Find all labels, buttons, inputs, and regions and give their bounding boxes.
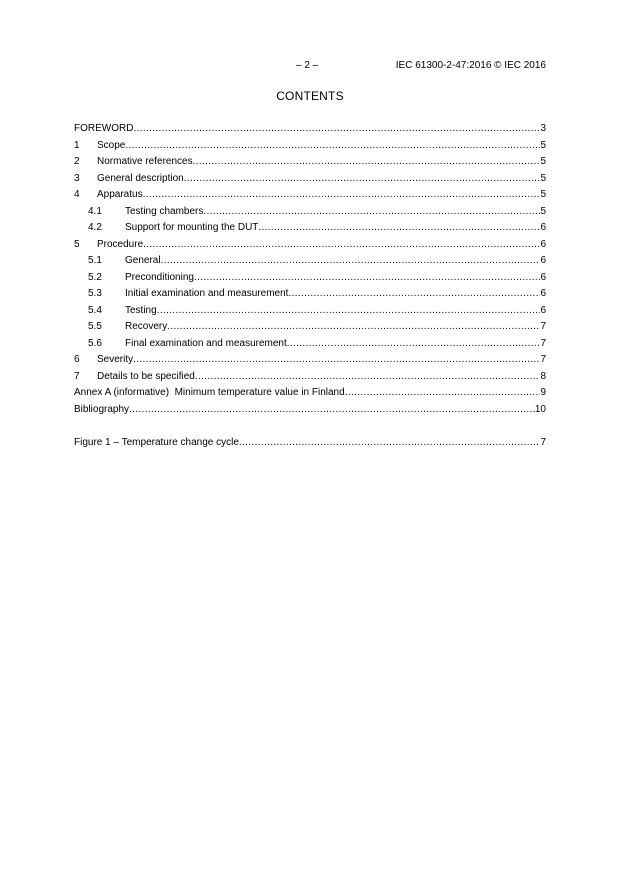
toc-entry-details-to-be-specified[interactable] xyxy=(74,369,546,386)
toc-entry-annex-a[interactable] xyxy=(74,385,546,402)
table-of-contents xyxy=(74,121,546,452)
toc-entry-title: Scope xyxy=(97,139,126,151)
dot-leader xyxy=(143,187,541,204)
dot-leader xyxy=(133,352,540,369)
figure-entry-figure-1[interactable] xyxy=(74,435,546,452)
dot-leader xyxy=(288,286,540,303)
toc-entry-title: Preconditioning xyxy=(125,271,194,283)
dot-leader xyxy=(133,121,540,138)
toc-entry-title: Details to be specified xyxy=(97,370,195,382)
section-gap xyxy=(74,418,546,435)
dot-leader xyxy=(129,402,535,419)
dot-leader xyxy=(184,171,541,188)
toc-entry-page: 5 xyxy=(540,156,546,167)
toc-entry-page: 6 xyxy=(540,222,546,233)
toc-entry-initial-examination[interactable] xyxy=(74,286,546,303)
toc-entry-number: 5 xyxy=(74,238,80,250)
dot-leader xyxy=(239,435,541,452)
toc-entry-number: 5.2 xyxy=(88,271,102,283)
toc-entry-general-description[interactable] xyxy=(74,171,546,188)
toc-entry-page: 3 xyxy=(540,123,546,134)
page-header xyxy=(0,60,620,74)
toc-entry-title: General xyxy=(125,255,161,266)
toc-entry-title: Bibliography xyxy=(74,403,130,415)
toc-entry-number: 4.1 xyxy=(88,205,102,217)
toc-entry-title: Testing xyxy=(125,304,157,316)
toc-entry-title: Support for mounting the DUT xyxy=(125,222,259,233)
toc-entry-page: 8 xyxy=(540,370,546,382)
toc-entry-apparatus[interactable] xyxy=(74,187,546,204)
dot-leader xyxy=(143,237,540,254)
dot-leader xyxy=(157,303,541,320)
dot-leader xyxy=(203,204,540,221)
toc-entry-title: Procedure xyxy=(97,238,144,250)
toc-entry-title: Severity xyxy=(97,354,134,365)
toc-entry-number: 5.3 xyxy=(88,288,102,299)
toc-entry-title: Recovery xyxy=(125,321,168,332)
toc-entry-page: 6 xyxy=(540,304,546,316)
toc-entry-preconditioning[interactable] xyxy=(74,270,546,287)
toc-entry-title: Normative references xyxy=(97,156,193,167)
toc-entry-page: 5 xyxy=(540,205,546,217)
toc-entry-page: 6 xyxy=(540,255,546,266)
toc-entry-page: 10 xyxy=(534,403,546,415)
dot-leader xyxy=(161,253,541,270)
toc-entry-number: 2 xyxy=(74,156,80,167)
toc-entry-number: 5.5 xyxy=(88,321,102,332)
toc-entry-final-examination[interactable] xyxy=(74,336,546,353)
toc-entry-testing-chambers[interactable] xyxy=(74,204,546,221)
dot-leader xyxy=(193,154,541,171)
toc-entry-normative-references[interactable] xyxy=(74,154,546,171)
toc-entry-number: 5.4 xyxy=(88,304,102,316)
toc-entry-title: General description xyxy=(97,172,184,184)
dot-leader xyxy=(345,385,541,402)
figure-entry-page: 7 xyxy=(540,437,546,448)
toc-entry-page: 5 xyxy=(540,189,546,200)
toc-entry-support-for-mounting[interactable] xyxy=(74,220,546,237)
toc-entry-number: 4.2 xyxy=(88,222,102,233)
toc-entry-page: 7 xyxy=(540,337,546,349)
dot-leader xyxy=(194,270,541,287)
dot-leader xyxy=(195,369,541,386)
toc-entry-severity[interactable] xyxy=(74,352,546,369)
toc-entry-title: Final examination and measurement xyxy=(125,337,287,349)
toc-entry-recovery[interactable] xyxy=(74,319,546,336)
toc-entry-bibliography[interactable] xyxy=(74,402,546,419)
toc-entry-number: 4 xyxy=(74,189,80,200)
toc-entry-title: Apparatus xyxy=(97,189,143,200)
dot-leader xyxy=(125,138,540,155)
contents-title: CONTENTS xyxy=(276,89,344,103)
toc-entry-general[interactable] xyxy=(74,253,546,270)
toc-entry-page: 6 xyxy=(540,238,546,250)
toc-entry-number: 7 xyxy=(74,370,80,382)
toc-entry-page: 5 xyxy=(540,172,546,184)
toc-entry-page: 7 xyxy=(540,354,546,365)
figure-entry-title: Figure 1 – Temperature change cycle xyxy=(74,437,239,448)
toc-entry-scope[interactable] xyxy=(74,138,546,155)
toc-entry-testing[interactable] xyxy=(74,303,546,320)
toc-entry-title: Initial examination and measurement xyxy=(125,288,289,299)
toc-entry-page: 6 xyxy=(540,271,546,283)
toc-entry-title: Testing chambers xyxy=(125,205,204,217)
toc-entry-page: 7 xyxy=(540,321,546,332)
toc-entry-page: 9 xyxy=(540,387,546,398)
toc-entry-number: 1 xyxy=(74,139,80,151)
toc-entry-number: 3 xyxy=(74,172,80,184)
toc-entry-number: 5.6 xyxy=(88,337,102,349)
toc-entry-title: FOREWORD xyxy=(74,123,134,134)
toc-entry-page: 6 xyxy=(540,288,546,299)
page-number: – 2 – xyxy=(296,60,319,71)
toc-entry-number: 6 xyxy=(74,354,80,365)
toc-entry-title: Annex A (informative) Minimum temperature value in Finland xyxy=(74,387,345,398)
dot-leader xyxy=(167,319,540,336)
dot-leader xyxy=(287,336,541,353)
toc-entry-number: 5.1 xyxy=(88,255,102,266)
toc-entry-procedure[interactable] xyxy=(74,237,546,254)
toc-entry-page: 5 xyxy=(540,139,546,151)
dot-leader xyxy=(258,220,540,237)
toc-entry-foreword[interactable] xyxy=(74,121,546,138)
document-reference: IEC 61300-2-47:2016 © IEC 2016 xyxy=(395,60,546,71)
